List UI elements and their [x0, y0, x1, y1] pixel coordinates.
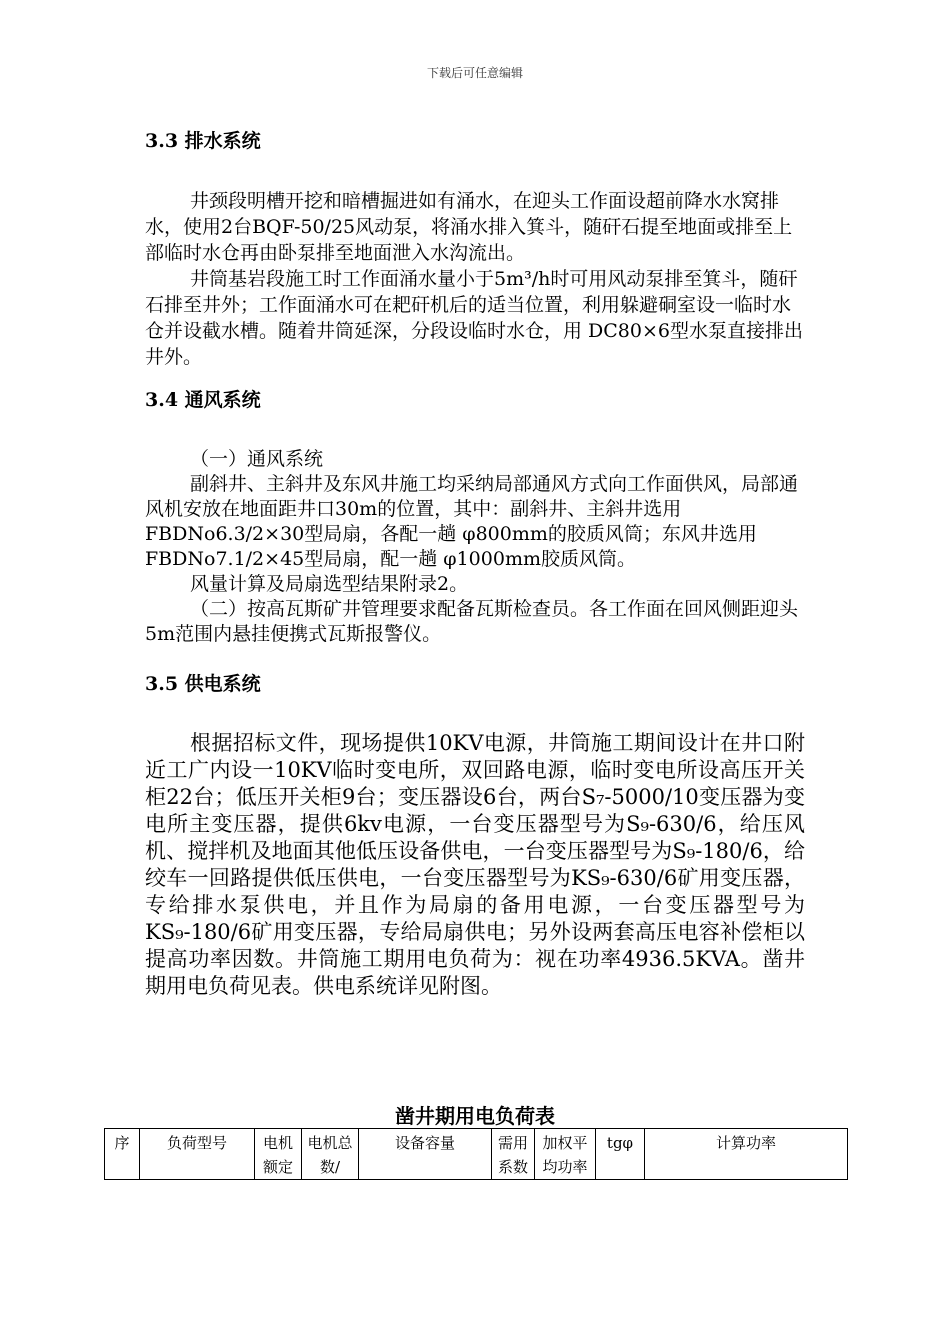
power-body [145, 730, 805, 1000]
col-header-motor-rating: 电机额定 [255, 1129, 302, 1180]
drainage-paragraph-1: 井颈段明槽开挖和暗槽掘进如有涌水，在迎头工作面设超前降水水窝排水，使用2台BQF-50/25风动泵，将涌水排入箕斗，随矸石提至地面或排至上部临时水仓再由卧泵排至地面泄入水沟流出。 [145, 190, 793, 264]
section-title-drainage: 3.3 排水系统 [145, 130, 261, 152]
table-header-row [105, 1129, 848, 1180]
ventilation-paragraph-1: （一）通风系统 [190, 448, 324, 470]
ventilation-paragraph-4: （二）按高瓦斯矿井管理要求配备瓦斯检查员。各工作面在回风侧距迎头5m范围内悬挂便携式瓦斯报警仪。 [145, 598, 799, 645]
page-header: 下载后可任意编辑 [426, 66, 523, 80]
drainage-body [145, 188, 805, 370]
section-title-ventilation: 3.4 通风系统 [145, 389, 261, 411]
section-title-power: 3.5 供电系统 [145, 673, 261, 695]
col-header-index: 序 [105, 1129, 140, 1180]
col-header-weighted-avg-power: 加权平均功率 [535, 1129, 596, 1180]
col-header-equipment-capacity: 设备容量 [359, 1129, 492, 1180]
col-header-demand-factor: 需用系数 [492, 1129, 535, 1180]
col-header-tg-phi: tgφ [596, 1129, 645, 1180]
col-header-calculated-power: 计算功率 [645, 1129, 848, 1180]
load-table [104, 1128, 848, 1180]
drainage-paragraph-2: 井筒基岩段施工时工作面涌水量小于5m³/h时可用风动泵排至箕斗，随矸石排至井外；工作面涌水可在耙矸机后的适当位置，利用躲避硐室设一临时水仓并设截水槽。随着井筒延深，分段设临时水仓，用 DC80×6型水泵直接排出井外。 [145, 268, 803, 368]
ventilation-body [145, 447, 805, 647]
table-title: 凿井期用电负荷表 [395, 1104, 555, 1128]
ventilation-paragraph-2: 副斜井、主斜井及东风井施工均采纳局部通风方式向工作面供风，局部通风机安放在地面距井口30m的位置，其中：副斜井、主斜井选用FBDNo6.3/2×30型局扇，各配一趟 φ800mm的胶质风筒；东风井选用FBDNo7.1/2×45型局扇，配一趟 φ1000mm胶质风筒。 [145, 473, 799, 570]
power-paragraph: 根据招标文件，现场提供10KV电源，井筒施工期间设计在井口附近工广内设一10KV临时变电所，双回路电源，临时变电所设高压开关柜22台；低压开关柜9台；变压器设6台，两台S₇-5000/10变压器为变电所主变压器，提供6kv电源，一台变压器型号为S₉-630/6，给压风机、搅拌机及地面其他低压设备供电，一台变压器型号为S₉-180/6，给绞车一回路提供低压供电，一台变压器型号为KS₉-630/6矿用变压器，专给排水泵供电，并且作为局扇的备用电源，一台变压器型号为KS₉-180/6矿用变压器，专给局扇供电；另外设两套高压电容补偿柜以提高功率因数。井筒施工期用电负荷为：视在功率4936.5KVA。凿井期用电负荷见表。供电系统详见附图。 [145, 731, 805, 998]
col-header-motor-total: 电机总数/ [302, 1129, 359, 1180]
col-header-load-model: 负荷型号 [140, 1129, 255, 1180]
ventilation-paragraph-3: 风量计算及局扇选型结果附录2。 [190, 573, 469, 595]
